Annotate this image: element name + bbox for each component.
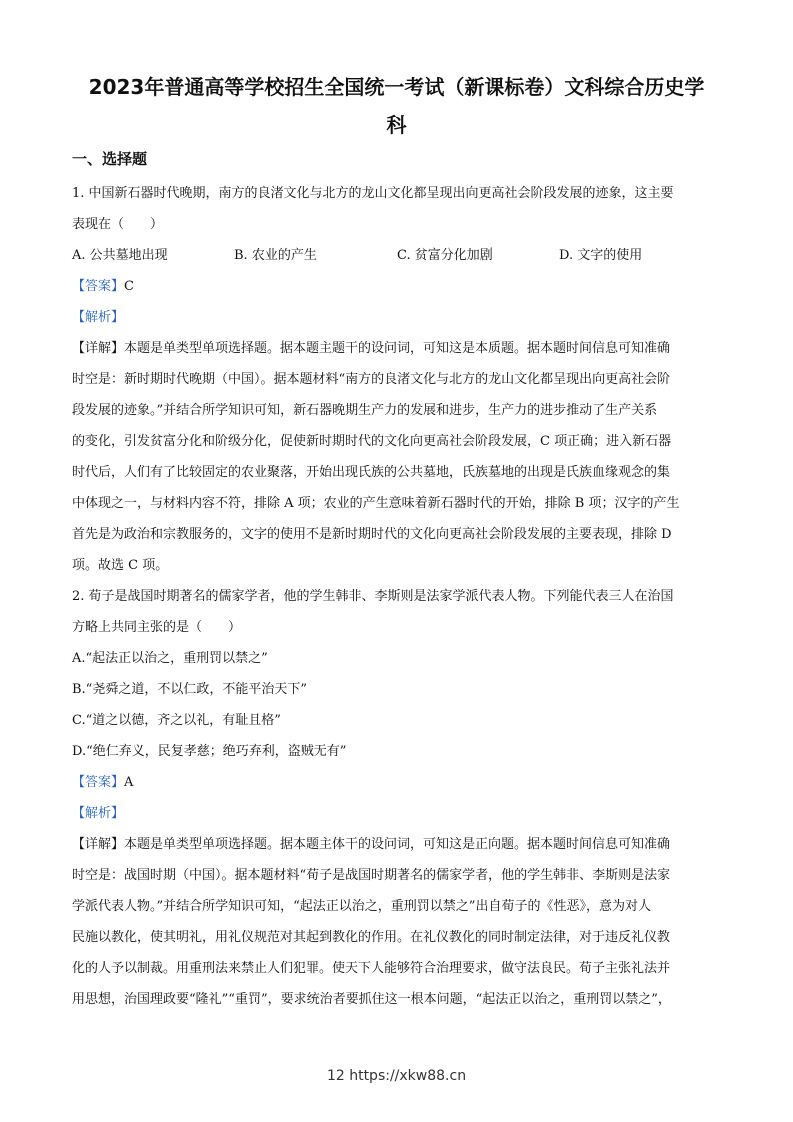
q1-detail-line-1	[72, 333, 722, 364]
q1-detail-text-1: 本题是单类型单项选择题。据本题主题干的设问词，可知这是本质题。据本题时间信息可知准确	[124, 341, 671, 356]
q2-stem-line-2: 方略上共同主张的是（ ）	[72, 620, 242, 635]
q2-detail-line-5: 化的人予以制裁。用重刑法来禁止人们犯罪。使天下人能够符合治理要求，做守法良民。荀子主张礼法并	[72, 961, 671, 976]
q2-detail-tag: 【详解】	[72, 837, 125, 852]
q1-option-d: D. 文字的使用	[559, 248, 643, 263]
q1-detail-line-3: 段发展的迹象。”并结合所学知识可知，新石器晚期生产力的发展和进步，生产力的进步推动了生产关系	[72, 403, 658, 418]
q2-answer-value: A	[124, 775, 134, 790]
q2-detail-line-1	[72, 829, 722, 860]
q2-detail-line-4: 民施以教化，使其明礼，用礼仪规范对其起到教化的作用。在礼仪教化的同时制定法律，对于违反礼仪教	[72, 930, 671, 945]
document-body	[72, 178, 722, 1015]
q1-stem-line-1: 1. 中国新石器时代晚期，南方的良渚文化与北方的龙山文化都呈现出向更高社会阶段发展的迹象，这主要	[72, 186, 674, 201]
q2-answer	[72, 767, 722, 798]
q1-answer-tag: 【答案】	[72, 279, 125, 294]
q1-option-c: C. 贫富分化加剧	[397, 248, 493, 263]
q1-option-a: A. 公共墓地出现	[72, 248, 168, 263]
q2-detail-text-1: 本题是单类型单项选择题。据本题主体干的设问词，可知这是正向题。据本题时间信息可知准确	[124, 837, 671, 852]
q2-detail-line-6: 用思想，治国理政要“隆礼”“重罚”，要求统治者要抓住这一根本问题，“起法正以治之，重刑罚以禁之”，	[72, 992, 671, 1007]
q2-answer-tag: 【答案】	[72, 775, 125, 790]
page-title	[60, 68, 733, 144]
q1-stem-line-2: 表现在（ ）	[72, 217, 164, 232]
q1-answer	[72, 271, 722, 302]
q2-detail-line-2: 时空是：战国时期（中国）。据本题材料“荀子是战国时期著名的儒家学者，他的学生韩非、李斯则是法家	[72, 868, 671, 883]
q1-detail-line-4: 的变化，引发贫富分化和阶级分化，促使新时期时代的文化向更高社会阶段发展，C 项正确；进入新石器	[72, 434, 672, 449]
q2-analysis-tag: 【解析】	[72, 806, 125, 821]
q1-detail-line-2: 时空是：新时期时代晚期（中国）。据本题材料“南方的良渚文化与北方的龙山文化都呈现出向更高社会阶	[72, 372, 671, 387]
q2-stem-line-1: 2. 荀子是战国时期著名的儒家学者，他的学生韩非、李斯则是法家学派代表人物。下列能代表三人在治国	[72, 589, 674, 604]
q1-options	[72, 240, 722, 271]
q1-detail-tag: 【详解】	[72, 341, 125, 356]
q1-answer-value: C	[124, 279, 134, 294]
q2-option-b: B.“尧舜之道，不以仁政，不能平治天下”	[72, 682, 307, 697]
q1-detail-line-8: 项。故选 C 项。	[72, 558, 169, 573]
q1-option-b: B. 农业的产生	[234, 248, 317, 263]
section-heading: 一、选择题	[72, 150, 148, 168]
title-line-2: 科	[386, 113, 407, 137]
q2-detail-line-3: 学派代表人物。”并结合所学知识可知，“起法正以治之，重刑罚以禁之”出自荀子的《性恶》，意为对人	[72, 899, 651, 914]
title-line-1: 2023年普通高等学校招生全国统一考试（新课标卷）文科综合历史学	[88, 75, 705, 99]
q2-option-c: C.“道之以德，齐之以礼，有耻且格”	[72, 713, 281, 728]
q2-option-d: D.“绝仁弃义，民复孝慈；绝巧弃利，盗贼无有”	[72, 744, 347, 759]
page-footer: 12 https://xkw88.cn	[326, 1068, 467, 1084]
q1-detail-line-6: 中体现之一，与材料内容不符，排除 A 项；农业的产生意味着新石器时代的开始，排除 B 项；汉字的产生	[72, 496, 680, 511]
q2-option-a: A.“起法正以治之，重刑罚以禁之”	[72, 651, 268, 666]
q1-detail-line-5: 时代后，人们有了比较固定的农业聚落，开始出现氏族的公共墓地，氏族墓地的出现是氏族血缘观念的集	[72, 465, 671, 480]
q1-detail-line-7: 首先是为政治和宗教服务的，文字的使用不是新时期时代的文化向更高社会阶段发展的主要表现，排除 D	[72, 527, 672, 542]
q1-analysis-tag: 【解析】	[72, 310, 125, 325]
